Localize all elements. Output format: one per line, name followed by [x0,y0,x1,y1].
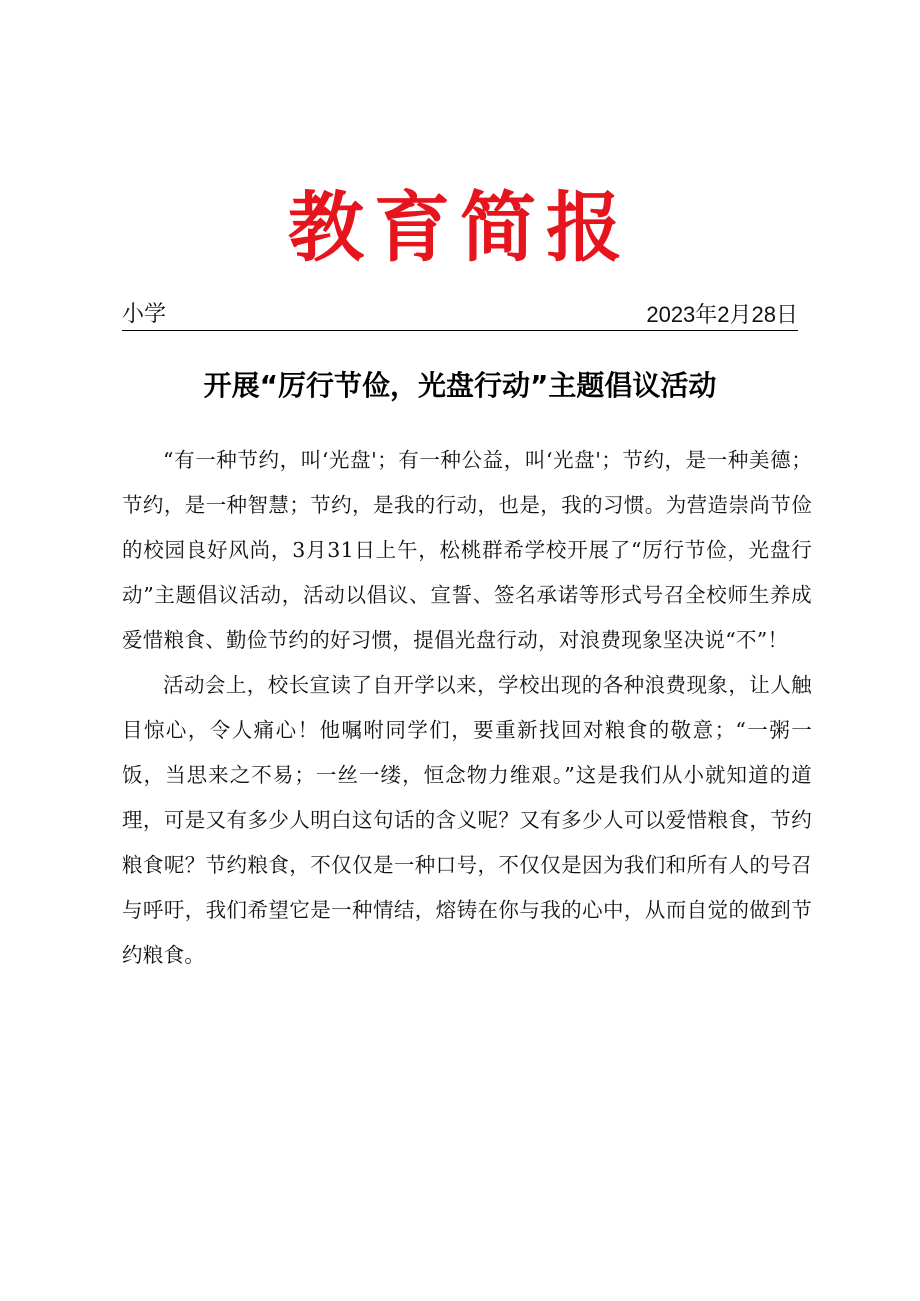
dateline [122,300,798,331]
article-headline: 开展“厉行节俭，光盘行动”主题倡议活动 [203,369,717,402]
school-name: 小学 [122,302,167,327]
masthead-title: 教育简报 [288,183,632,272]
article-paragraph: “有一种节约，叫‘光盘'；有一种公益，叫‘光盘'；节约，是一种美德；节约，是一种智慧；节约，是我的行动，也是，我的习惯。为营造崇尚节俭的校园良好风尚，3月31日上午，松桃群希学校开展了“厉行节俭，光盘行动”主题倡议活动，活动以倡议、宣誓、签名承诺等形式号召全校师生养成爱惜粮食、勤俭节约的好习惯，提倡光盘行动，对浪费现象坚决说“不”！ [122,448,812,652]
issue-date: 2023年2月28日 [646,302,798,327]
article-body [122,438,812,978]
article-paragraph: 活动会上，校长宣读了自开学以来，学校出现的各种浪费现象，让人触目惊心，令人痛心！他嘱咐同学们，要重新找回对粮食的敬意；“一粥一饭，当思来之不易；一丝一缕，恒念物力维艰。”这是我们从小就知道的道理，可是又有多少人明白这句话的含义呢？又有多少人可以爱惜粮食，节约粮食呢？节约粮食，不仅仅是一种口号，不仅仅是因为我们和所有人的号召与呼吁，我们希望它是一种情结，熔铸在你与我的心中，从而自觉的做到节约粮食。 [122,673,812,967]
